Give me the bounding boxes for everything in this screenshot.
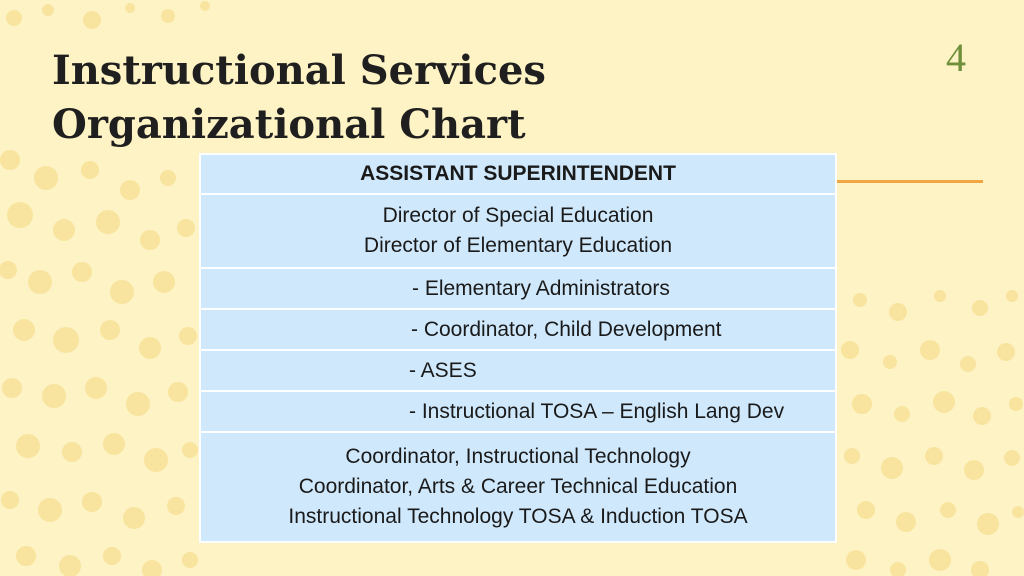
slide-number: 4 xyxy=(946,35,966,80)
subordinate-cell xyxy=(200,391,836,432)
director-elementary-education: Director of Elementary Education xyxy=(363,234,673,257)
org-chart-table xyxy=(199,153,837,543)
coordinator-arts-career-technical-education: Coordinator, Arts & Career Technical Education xyxy=(298,475,738,498)
elementary-administrators: - Elementary Administrators xyxy=(412,276,670,300)
instructional-tosa-english-lang-dev: - Instructional TOSA – English Lang Dev xyxy=(409,399,785,423)
slide-title xyxy=(52,44,546,152)
title-line-1: Instructional Services xyxy=(52,47,546,94)
accent-divider xyxy=(836,180,983,183)
subordinate-cell xyxy=(200,309,836,350)
header-cell xyxy=(200,154,836,194)
directors-cell xyxy=(200,194,836,268)
coordinator-child-development: - Coordinator, Child Development xyxy=(411,317,722,341)
title-line-2: Organizational Chart xyxy=(52,101,526,148)
director-special-education: Director of Special Education xyxy=(382,204,654,227)
coordinator-instructional-technology: Coordinator, Instructional Technology xyxy=(345,445,691,468)
subordinate-cell xyxy=(200,268,836,309)
instructional-technology-induction-tosa: Instructional Technology TOSA & Induction TOSA xyxy=(288,505,748,528)
subordinate-cell xyxy=(200,350,836,391)
ases: - ASES xyxy=(409,358,477,382)
header-label: ASSISTANT SUPERINTENDENT xyxy=(360,162,676,185)
coordinators-cell xyxy=(200,432,836,542)
